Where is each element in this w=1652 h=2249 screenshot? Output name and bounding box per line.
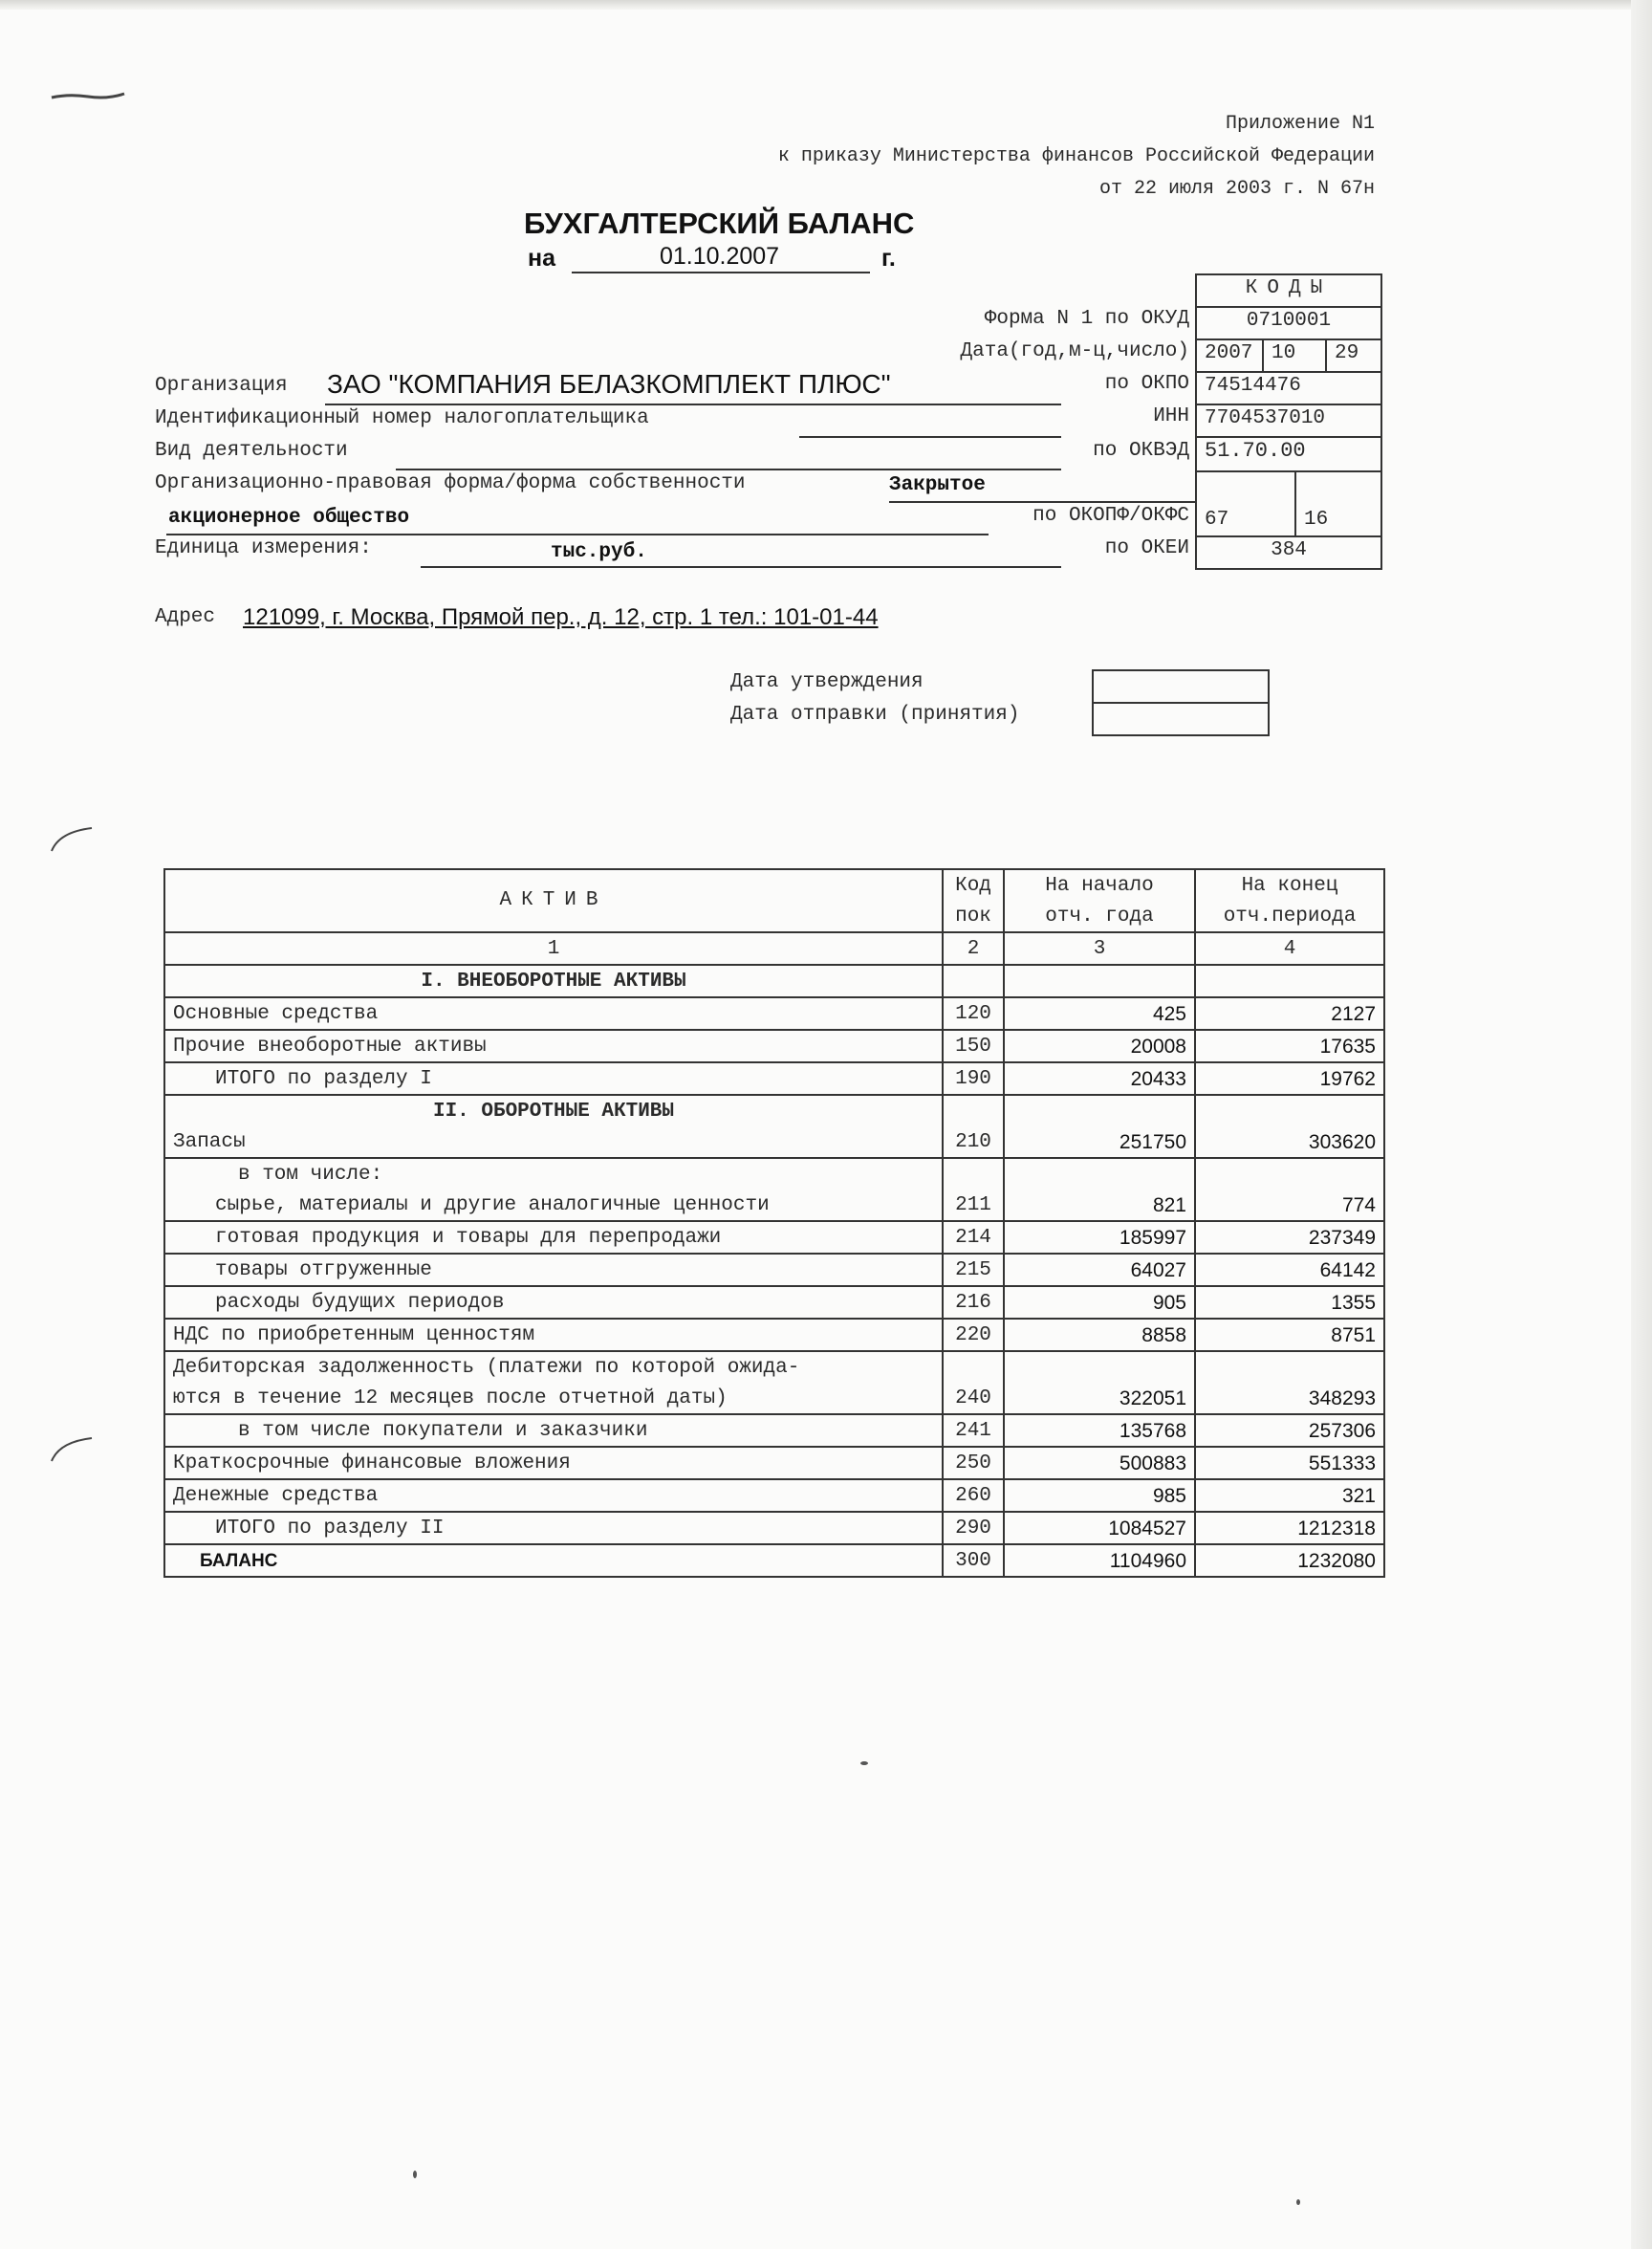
row-label: ИТОГО по разделу I [164, 1062, 943, 1095]
row-end: 8751 [1195, 1319, 1384, 1351]
row-code: 240 [943, 1383, 1004, 1414]
header-aktiv: АКТИВ [164, 869, 943, 932]
row-start [1004, 1158, 1195, 1190]
table-row [164, 1286, 1384, 1319]
org-label: Организация [155, 375, 288, 397]
row-label: Запасы [164, 1126, 943, 1158]
row-label: Краткосрочные финансовые вложения [164, 1447, 943, 1479]
table-row-total [164, 1544, 1384, 1577]
colnum-3: 3 [1004, 932, 1195, 965]
balance-table [163, 868, 1385, 1578]
okpo-label: по ОКПО [1104, 373, 1189, 395]
ownership-underline-1 [889, 501, 1197, 503]
table-header-row [164, 869, 1384, 901]
okopf-label: по ОКОПФ/ОКФС [1032, 505, 1189, 527]
unit-underline [421, 566, 1061, 568]
table-row [164, 1351, 1384, 1383]
header-start-line1: На начало [1004, 869, 1195, 901]
row-label: товары отгруженные [164, 1254, 943, 1286]
row-label: ются в течение 12 месяцев после отчетной даты) [164, 1383, 943, 1414]
table-row [164, 1414, 1384, 1447]
date-label: Дата(год,м-ц,число) [960, 340, 1189, 362]
row-code: 215 [943, 1254, 1004, 1286]
row-start: 821 [1004, 1190, 1195, 1221]
header-code-line2: пок [943, 901, 1004, 932]
column-numbers-row [164, 932, 1384, 965]
title-date-underline [572, 272, 870, 273]
approval-date-label: Дата утверждения [730, 671, 924, 693]
row-end [1195, 1158, 1384, 1190]
row-code: 214 [943, 1221, 1004, 1254]
row-code: 211 [943, 1190, 1004, 1221]
row-end: 257306 [1195, 1414, 1384, 1447]
speck-3 [1296, 2199, 1300, 2205]
unit-label: Единица измерения: [155, 537, 372, 559]
row-code: 260 [943, 1479, 1004, 1512]
table-row [164, 1030, 1384, 1062]
header-start-line2: отч. года [1004, 901, 1195, 932]
corner-scribble [50, 88, 126, 101]
okved-label: по ОКВЭД [1093, 440, 1189, 462]
row-label: сырье, материалы и другие аналогичные ценности [164, 1190, 943, 1221]
row-end: 64142 [1195, 1254, 1384, 1286]
table-row [164, 1447, 1384, 1479]
row-end: 2127 [1195, 997, 1384, 1030]
row-label: Прочие внеоборотные активы [164, 1030, 943, 1062]
row-end: 17635 [1195, 1030, 1384, 1062]
inn-code-label: ИНН [1153, 405, 1189, 427]
title-date: 01.10.2007 [659, 243, 780, 270]
date-month: 10 [1262, 338, 1327, 373]
row-start: 8858 [1004, 1319, 1195, 1351]
row-start: 905 [1004, 1286, 1195, 1319]
row-code: 250 [943, 1447, 1004, 1479]
section-heading: II. ОБОРОТНЫЕ АКТИВЫ [164, 1095, 943, 1126]
title-year-suffix: г. [881, 245, 896, 272]
balance-total-label: БАЛАНС [164, 1544, 943, 1577]
row-start: 64027 [1004, 1254, 1195, 1286]
row-end: 348293 [1195, 1383, 1384, 1414]
row-code: 220 [943, 1319, 1004, 1351]
page-title: БУХГАЛТЕРСКИЙ БАЛАНС [524, 207, 915, 240]
table-row [164, 965, 1384, 997]
inn-value: 7704537010 [1195, 404, 1382, 438]
org-name: ЗАО "КОМПАНИЯ БЕЛАЗКОМПЛЕКТ ПЛЮС" [327, 369, 891, 399]
scribble-mark [50, 88, 126, 101]
row-label: НДС по приобретенным ценностям [164, 1319, 943, 1351]
row-label: Основные средства [164, 997, 943, 1030]
speck-1 [860, 1761, 868, 1765]
row-end [1195, 965, 1384, 997]
row-start: 20008 [1004, 1030, 1195, 1062]
colnum-1: 1 [164, 932, 943, 965]
table-row [164, 1126, 1384, 1158]
row-end: 237349 [1195, 1221, 1384, 1254]
punch-arc-1 [50, 824, 94, 853]
row-end: 1212318 [1195, 1512, 1384, 1544]
approval-date-box [1092, 669, 1270, 704]
row-label: в том числе покупатели и заказчики [164, 1414, 943, 1447]
row-end: 1355 [1195, 1286, 1384, 1319]
row-start: 500883 [1004, 1447, 1195, 1479]
row-code: 241 [943, 1414, 1004, 1447]
row-start [1004, 1351, 1195, 1383]
title-on-label: на [528, 245, 556, 272]
row-label: готовая продукция и товары для перепродажи [164, 1221, 943, 1254]
row-start: 1084527 [1004, 1512, 1195, 1544]
table-row [164, 1158, 1384, 1190]
row-end: 551333 [1195, 1447, 1384, 1479]
address-label: Адрес [155, 606, 216, 628]
page-right-edge [1631, 0, 1652, 2249]
table-row [164, 1254, 1384, 1286]
table-row [164, 1095, 1384, 1126]
okved-value: 51.70.00 [1195, 436, 1382, 472]
activity-underline [396, 469, 1061, 470]
punch-mark-1 [50, 824, 94, 858]
table-row [164, 1479, 1384, 1512]
activity-label: Вид деятельности [155, 440, 348, 462]
sent-date-label: Дата отправки (принятия) [730, 704, 1020, 726]
row-code [943, 965, 1004, 997]
row-code [943, 1351, 1004, 1383]
colnum-4: 4 [1195, 932, 1384, 965]
row-start: 251750 [1004, 1126, 1195, 1158]
okfs-value: 16 [1294, 470, 1382, 537]
header-code-line1: Код [943, 869, 1004, 901]
row-start [1004, 1095, 1195, 1126]
row-code [943, 1095, 1004, 1126]
table-row [164, 1319, 1384, 1351]
row-start [1004, 965, 1195, 997]
row-end: 321 [1195, 1479, 1384, 1512]
row-end: 1232080 [1195, 1544, 1384, 1577]
row-label: Денежные средства [164, 1479, 943, 1512]
row-code: 150 [943, 1030, 1004, 1062]
speck-2 [413, 2171, 417, 2178]
header-end-line1: На конец [1195, 869, 1384, 901]
row-end: 774 [1195, 1190, 1384, 1221]
row-code [943, 1158, 1004, 1190]
row-code: 216 [943, 1286, 1004, 1319]
table-row [164, 1512, 1384, 1544]
appendix-line-2: к приказу Министерства финансов Российской Федерации [777, 145, 1375, 167]
row-start: 185997 [1004, 1221, 1195, 1254]
address-value: 121099, г. Москва, Прямой пер., д. 12, стр. 1 тел.: 101-01-44 [243, 604, 879, 630]
header-end-line2: отч.периода [1195, 901, 1384, 932]
appendix-line-1: Приложение N1 [1225, 113, 1375, 135]
row-start: 985 [1004, 1479, 1195, 1512]
row-end [1195, 1351, 1384, 1383]
colnum-2: 2 [943, 932, 1004, 965]
table-row [164, 1190, 1384, 1221]
okud-label: Форма N 1 по ОКУД [984, 308, 1189, 330]
row-start: 20433 [1004, 1062, 1195, 1095]
ownership-form-label: Организационно-правовая форма/форма собственности [155, 472, 746, 494]
table-row [164, 997, 1384, 1030]
okopf-value: 67 [1195, 470, 1296, 537]
table-row [164, 1221, 1384, 1254]
ownership-form-value-1: Закрытое [889, 474, 986, 496]
ownership-underline-2 [166, 534, 989, 535]
row-code: 290 [943, 1512, 1004, 1544]
okud-value: 0710001 [1195, 306, 1382, 340]
date-day: 29 [1325, 338, 1382, 373]
row-end: 19762 [1195, 1062, 1384, 1095]
inn-label: Идентификационный номер налогоплательщика [155, 407, 649, 429]
inn-underline [799, 436, 1061, 438]
okei-label: по ОКЕИ [1104, 537, 1189, 559]
table-row [164, 1062, 1384, 1095]
row-label: ИТОГО по разделу II [164, 1512, 943, 1544]
okpo-value: 74514476 [1195, 371, 1382, 405]
org-underline [325, 404, 1061, 405]
punch-mark-2 [50, 1434, 94, 1468]
page-top-edge [0, 0, 1652, 10]
codes-header: КОДЫ [1195, 273, 1382, 308]
date-year: 2007 [1195, 338, 1264, 373]
row-start: 135768 [1004, 1414, 1195, 1447]
okei-value: 384 [1195, 535, 1382, 570]
ownership-form-value-2: акционерное общество [168, 507, 410, 529]
table-row [164, 1383, 1384, 1414]
row-end: 303620 [1195, 1126, 1384, 1158]
row-label: Дебиторская задолженность (платежи по которой ожида- [164, 1351, 943, 1383]
row-start: 322051 [1004, 1383, 1195, 1414]
appendix-line-3: от 22 июля 2003 г. N 67н [1098, 178, 1375, 200]
row-start: 425 [1004, 997, 1195, 1030]
row-end [1195, 1095, 1384, 1126]
sent-date-box [1092, 702, 1270, 736]
row-code: 210 [943, 1126, 1004, 1158]
row-label: расходы будущих периодов [164, 1286, 943, 1319]
row-code: 120 [943, 997, 1004, 1030]
row-label: в том числе: [164, 1158, 943, 1190]
unit-value: тыс.руб. [551, 541, 647, 563]
row-start: 1104960 [1004, 1544, 1195, 1577]
row-code: 300 [943, 1544, 1004, 1577]
punch-arc-2 [50, 1434, 94, 1463]
section-heading: I. ВНЕОБОРОТНЫЕ АКТИВЫ [164, 965, 943, 997]
row-code: 190 [943, 1062, 1004, 1095]
